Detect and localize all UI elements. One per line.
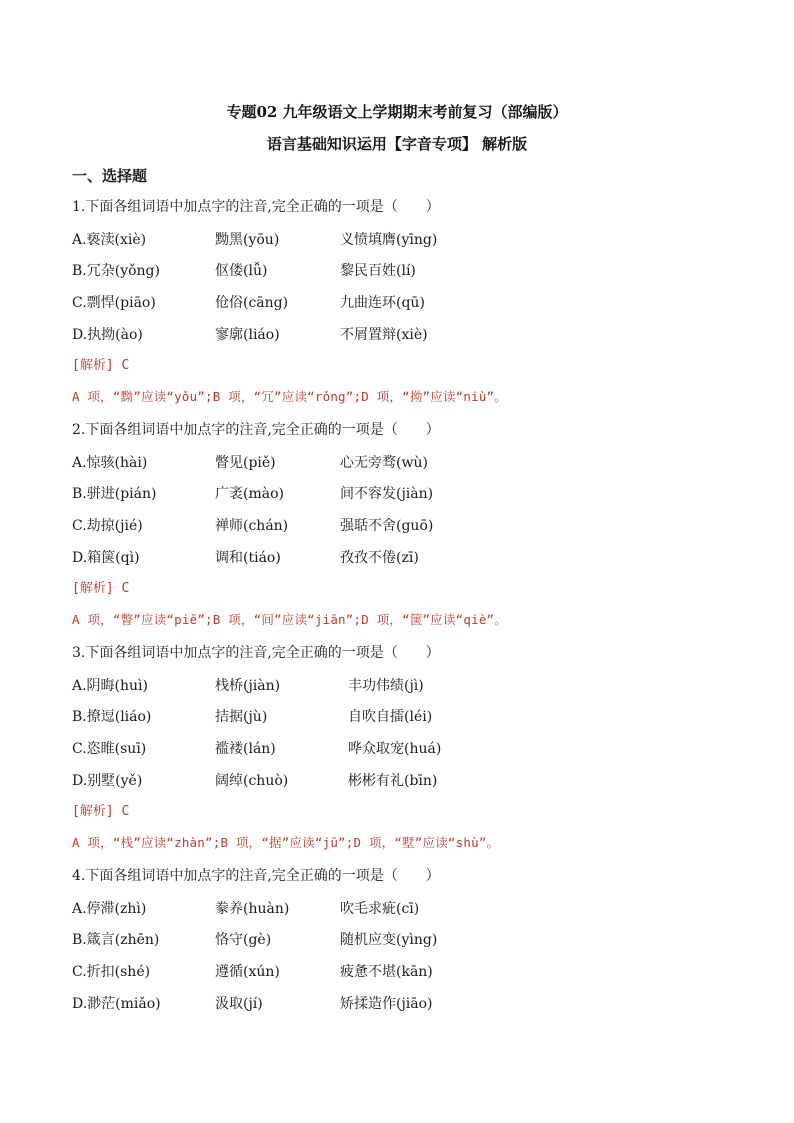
option-b-word-3: 自吹自擂(léi) bbox=[348, 709, 433, 726]
option-d-word-3: 矫揉造作(jiāo) bbox=[340, 995, 433, 1012]
option-c-word-2: 遵循(xún) bbox=[215, 964, 280, 981]
option-a-word-2: 栈桥(jiàn) bbox=[215, 677, 281, 694]
option-a-word-2: 瞥见(piě) bbox=[215, 454, 276, 471]
option-a-word-1: A.阴晦(huì) bbox=[72, 677, 148, 694]
option-c-word-1: C.恣睢(suī) bbox=[72, 741, 147, 758]
option-c-word-1: C.折扣(shé) bbox=[72, 964, 151, 981]
option-b-word-2: 恪守(gè) bbox=[215, 932, 272, 949]
question-stem: 1.下面各组词语中加点字的注音,完全正确的一项是（ ） bbox=[72, 199, 440, 215]
option-c-word-2: 褴褛(lán) bbox=[215, 741, 276, 758]
option-b-word-3: 间不容发(jiàn) bbox=[340, 486, 434, 503]
option-d-word-2: 寥廓(liáo) bbox=[215, 326, 280, 343]
option-c-word-1: C.剽悍(piāo) bbox=[72, 295, 156, 312]
answer-label: [解析] C bbox=[72, 580, 130, 596]
option-d-word-3: 孜孜不倦(zī) bbox=[340, 549, 419, 566]
option-a-word-2: 黝黑(yōu) bbox=[215, 231, 280, 248]
option-b-word-2: 拮据(jù) bbox=[215, 709, 268, 726]
option-a-word-3: 义愤填膺(yīng) bbox=[340, 231, 438, 248]
option-d-word-2: 汲取(jí) bbox=[215, 995, 263, 1012]
answer-label: [解析] C bbox=[72, 803, 130, 819]
option-d-word-3: 不屑置辩(xiè) bbox=[340, 326, 428, 343]
option-c-word-3: 强聒不舍(guō) bbox=[340, 518, 434, 535]
document-title: 专题02 九年级语文上学期期末考前复习（部编版） bbox=[226, 103, 568, 121]
option-c-word-3: 九曲连环(qū) bbox=[340, 295, 425, 312]
option-b-word-3: 黎民百姓(lí) bbox=[340, 263, 416, 280]
question-stem: 4.下面各组词语中加点字的注音,完全正确的一项是（ ） bbox=[72, 868, 440, 884]
option-c-word-2: 禅师(chán) bbox=[215, 518, 289, 535]
option-a-word-3: 吹毛求疵(cī) bbox=[340, 900, 420, 917]
option-d-word-1: D.渺茫(miǎo) bbox=[72, 995, 161, 1012]
answer-explanation: A 项，“黝”应读“yǒu”;B 项，“冗”应读“rǒng”;D 项，“拗”应读“niù”。 bbox=[72, 389, 507, 405]
option-c-word-1: C.劫掠(jié) bbox=[72, 518, 143, 535]
option-d-word-2: 调和(tiáo) bbox=[215, 549, 281, 566]
option-d-word-3: 彬彬有礼(bīn) bbox=[348, 772, 438, 789]
option-a-word-1: A.亵渎(xiè) bbox=[72, 231, 147, 248]
option-c-word-3: 哗众取宠(huá) bbox=[348, 741, 442, 758]
option-b-word-2: 广袤(mào) bbox=[215, 486, 284, 503]
option-b-word-2: 伛偻(lǚ) bbox=[215, 263, 268, 280]
section-heading: 一、选择题 bbox=[72, 167, 148, 185]
option-a-word-3: 丰功伟绩(jì) bbox=[348, 677, 424, 694]
option-d-word-2: 阔绰(chuò) bbox=[215, 772, 289, 789]
option-a-word-2: 豢养(huàn) bbox=[215, 900, 290, 917]
answer-explanation: A 项，“栈”应读“zhàn”;B 项，“据”应读“jū”;D 项，“墅”应读“shù”。 bbox=[72, 835, 500, 851]
option-c-word-3: 疲惫不堪(kān) bbox=[340, 964, 433, 981]
option-a-word-3: 心无旁骛(wù) bbox=[340, 454, 428, 471]
option-b-word-1: B.骈进(pián) bbox=[72, 486, 157, 503]
answer-explanation: A 项，“瞥”应读“piē”;B 项，“间”应读“jiān”;D 项，“箧”应读“qiè”。 bbox=[72, 612, 507, 628]
document-subtitle: 语言基础知识运用【字音专项】 解析版 bbox=[266, 135, 528, 153]
option-d-word-1: D.别墅(yě) bbox=[72, 772, 143, 789]
option-a-word-1: A.惊骇(hài) bbox=[72, 454, 148, 471]
question-stem: 2.下面各组词语中加点字的注音,完全正确的一项是（ ） bbox=[72, 422, 440, 438]
option-d-word-1: D.箱箧(qì) bbox=[72, 549, 140, 566]
option-b-word-1: B.冗杂(yǒng) bbox=[72, 263, 160, 280]
option-b-word-3: 随机应变(yìng) bbox=[340, 932, 438, 949]
answer-label: [解析] C bbox=[72, 357, 130, 373]
option-a-word-1: A.停滞(zhì) bbox=[72, 900, 147, 917]
question-stem: 3.下面各组词语中加点字的注音,完全正确的一项是（ ） bbox=[72, 645, 440, 661]
option-c-word-2: 伧俗(cāng) bbox=[215, 295, 289, 312]
option-d-word-1: D.执拗(ào) bbox=[72, 326, 143, 343]
option-b-word-1: B.箴言(zhēn) bbox=[72, 932, 160, 949]
option-b-word-1: B.撩逗(liáo) bbox=[72, 709, 152, 726]
